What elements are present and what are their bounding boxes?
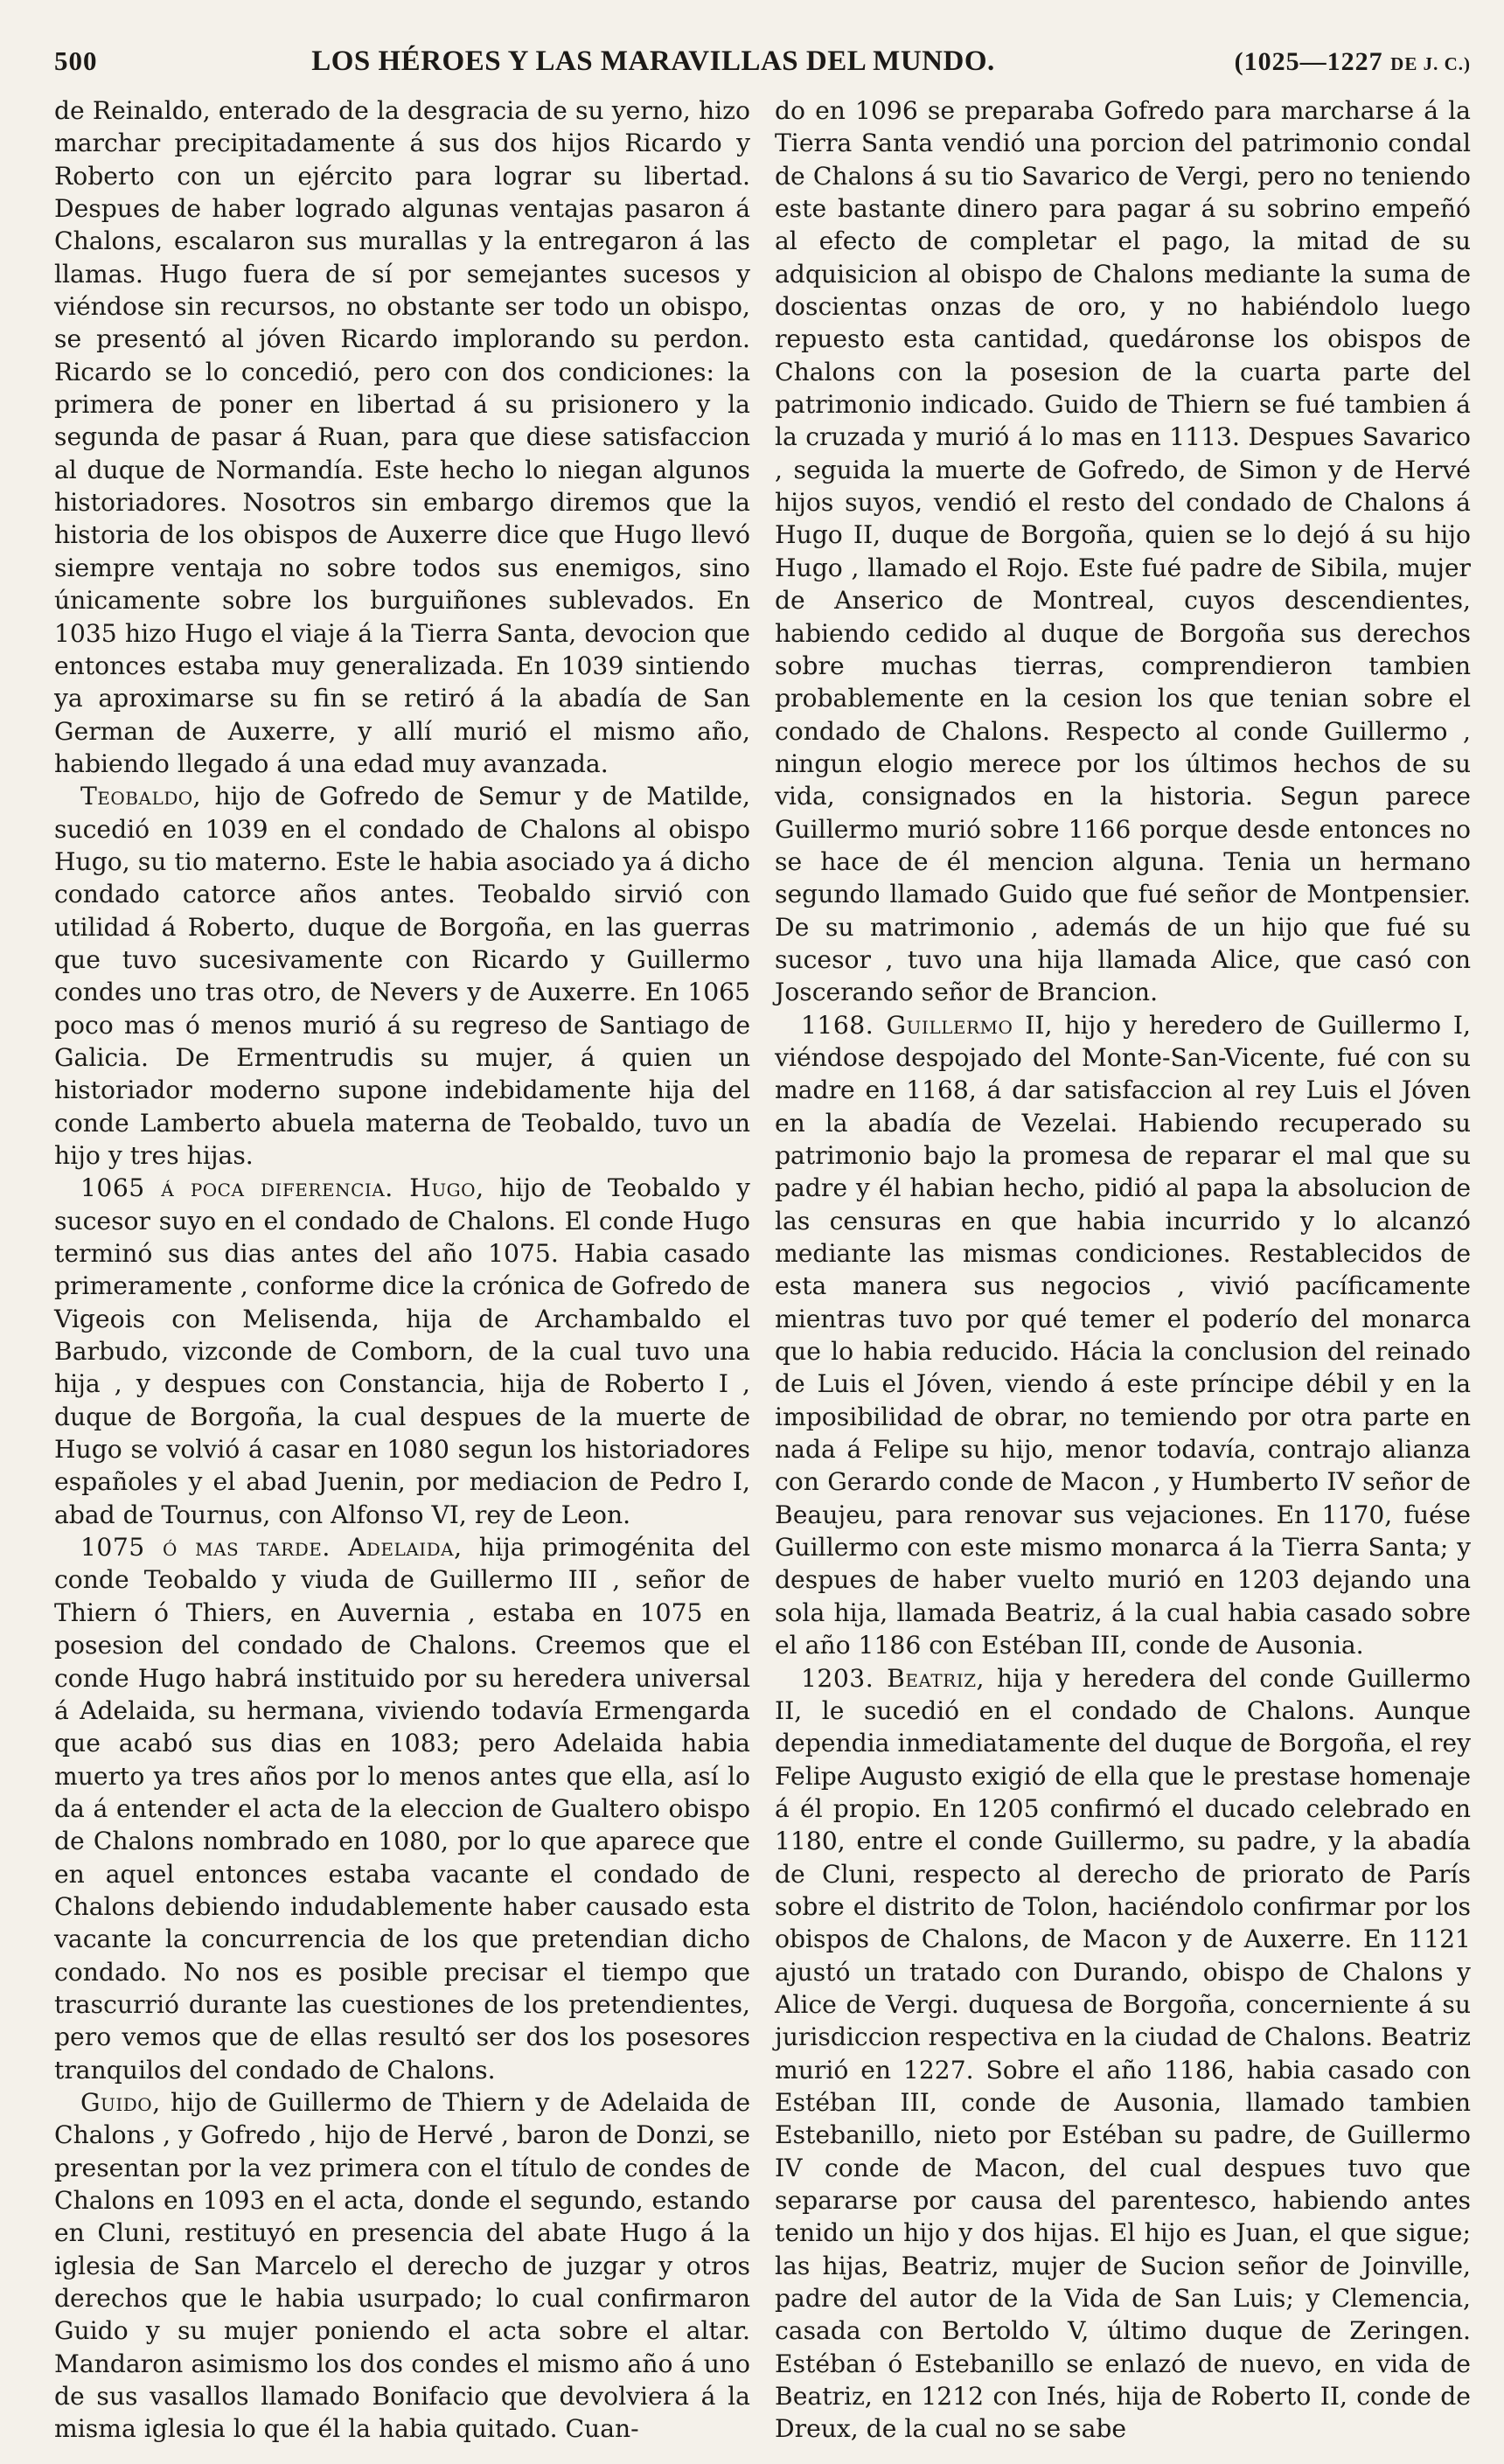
paragraph-text: , hija y heredera del conde Guillermo II, le sucedió en el condado de Chalons. Aunque dependia inmediatamente del duque de Borgoña, el rey Felipe Augusto exigió de ella que le prestase homenaje á él propio. En 1205 confirmó el ducado celebrado en 1180, entre el conde Guillermo, su padre, y la abadía de Cluni, respecto al derecho de priorato de París sobre el distrito de Tolon, haciéndolo confirmar por los obispos de Chalons, de Macon y de Auxerre. En 1121 ajustó un tratado con Durando, obispo de Chalons y Alice de Vergi. duquesa de Borgoña, concerniente á su jurisdiccion respectiva en la ciudad de Chalons. Beatriz murió en 1227. Sobre el año 1186, habia casado con Estéban III, conde de Ausonia, llamado tambien Estebanillo, nieto por Estéban su padre, de Guillermo IV conde de Macon, del cual despues tuvo que separarse por causa del parentesco, habiendo antes tenido un hijo y dos hijas. El hijo es Juan, el que sigue; las hijas, Beatriz, mujer de Sucion señor de Joinville, padre del autor de la Vida de San Luis; y Clemencia, casada con Bertoldo V, último duque de Zeringen. Estéban ó Estebanillo se enlazó de nuevo, en vida de Beatriz, en 1212 con Inés, hija de Roberto II, conde de Dreux, de la cual no se sabe bbox=[775, 1663, 1471, 2444]
paragraph-text: , hijo de Teobaldo y sucesor suyo en el condado de Chalons. El conde Hugo terminó sus dias antes del año 1075. Habia casado primeramente , conforme dice la crónica de Gofredo de Vigeois con Melisenda, hija de Archambaldo el Barbudo, vizconde de Comborn, de la cual tuvo una hija , y despues con Constancia, hija de Roberto I , duque de Borgoña, la cual despues de la muerte de Hugo se volvió á casar en 1080 segun los historiadores españoles y el abad Juenin, por mediacion de Pedro I, abad de Tournus, con Alfonso VI, rey de Leon. bbox=[54, 1173, 750, 1529]
text-columns bbox=[54, 94, 1471, 2446]
paragraph-text: , hijo de Gofredo de Semur y de Matilde, sucedió en 1039 en el condado de Chalons al obispo Hugo, su tio materno. Este le habia asociado ya á dicho condado catorce años antes. Teobaldo sirvió con utilidad á Roberto, duque de Borgoña, en las guerras que tuvo sucesivamente con Ricardo y Guillermo condes uno tras otro, de Nevers y de Auxerre. En 1065 poco mas ó menos murió á su regreso de Santiago de Galicia. De Ermentrudis su mujer, á quien un historiador moderno supone indebidamente hija del conde Lamberto abuela materna de Teobaldo, tuvo un hijo y tres hijas. bbox=[54, 782, 750, 1170]
paragraph bbox=[54, 2086, 750, 2446]
paragraph-text: II, hijo y heredero de Guillermo I, viéndose despojado del Monte-San-Vicente, fué con su madre en 1168, á dar satisfaccion al rey Luis el Jóven en la abadía de Vezelai. Habiendo recuperado su patrimonio bajo la promesa de reparar el mal que su padre y él habian hecho, pidió al papa la absolucion de las censuras en que habia incurrido y lo alcanzó mediante las mismas condiciones. Restablecidos de esta manera sus negocios , vivió pacíficamente mientras tuvo por qué temer el poderío del monarca que lo habia reducido. Hácia la conclusion del reinado de Luis el Jóven, viendo á este príncipe débil y en la imposibilidad de obrar, no temiendo por otra parte en nada á Felipe su hijo, menor todavía, contrajo alianza con Gerardo conde de Macon , y Humberto IV señor de Beaujeu, para renovar sus vejaciones. En 1170, fuése Guillermo con este mismo monarca á la Tierra Santa; y despues de haber vuelto murió en 1203 dejando una sola hija, llamada Beatriz, á la cual habia casado sobre el año 1186 con Estéban III, conde de Ausonia. bbox=[775, 1010, 1471, 1660]
paragraph-lead: 1168. Guillermo bbox=[801, 1010, 1013, 1040]
page-title: LOS HÉROES Y LAS MARAVILLAS DEL MUNDO. bbox=[311, 45, 995, 77]
date-range-suffix: DE J. C.) bbox=[1390, 53, 1471, 74]
paragraph bbox=[54, 94, 750, 780]
paragraph bbox=[775, 1009, 1471, 1662]
paragraph bbox=[54, 780, 750, 1172]
paragraph bbox=[54, 1531, 750, 2086]
paragraph-text: , hija primogénita del conde Teobaldo y viuda de Guillermo III , señor de Thiern ó Thiers, en Auvernia , estaba en 1075 en posesion del condado de Chalons. Creemos que el conde Hugo habrá instituido por su heredera universal á Adelaida, su hermana, viviendo todavía Ermengarda que acabó sus dias en 1083; pero Adelaida habia muerto ya tres años por lo menos antes que ella, así lo da á entender el acta de la eleccion de Gualtero obispo de Chalons nombrado en 1080, por lo que aparece que en aquel entonces estaba vacante el condado de Chalons debiendo indudablemente haber causado esta vacante la concurrencia de los que pretendian dicho condado. No nos es posible precisar el tiempo que trascurrió durante las cuestiones de los pretendientes, pero vemos que de ellas resultó ser dos los posesores tranquilos del condado de Chalons. bbox=[54, 1533, 750, 2085]
paragraph-lead: 1065 á poca diferencia. Hugo bbox=[80, 1173, 477, 1203]
paragraph bbox=[775, 1662, 1471, 2446]
date-range-years: (1025—1227 bbox=[1234, 47, 1383, 76]
paragraph-text: , hijo de Guillermo de Thiern y de Adelaida de Chalons , y Gofredo , hijo de Hervé , baron de Donzi, se presentan por la vez primera con el título de condes de Chalons en 1093 en el acta, donde el segundo, estando en Cluni, restituyó en presencia del abate Hugo á la iglesia de San Marcelo el derecho de juzgar y otros derechos que le habia usurpado; lo cual confirmaron Guido y su mujer poniendo el acta sobre el altar. Mandaron asimismo los dos condes el mismo año á uno de sus vasallos llamado Bonifacio que devolviera á la misma iglesia lo que él la habia quitado. Cuan- bbox=[54, 2087, 750, 2444]
page-number: 500 bbox=[54, 45, 98, 76]
left-column bbox=[54, 94, 750, 2446]
paragraph-lead: Teobaldo bbox=[80, 782, 193, 811]
paragraph-lead: Guido bbox=[80, 2087, 153, 2117]
right-column bbox=[775, 94, 1471, 2446]
date-range bbox=[1156, 47, 1471, 77]
paragraph bbox=[54, 1172, 750, 1531]
paragraph bbox=[775, 94, 1471, 1009]
paragraph-text: do en 1096 se preparaba Gofredo para marcharse á la Tierra Santa vendió una porcion del patrimonio condal de Chalons á su tio Savarico de Vergi, pero no teniendo este bastante dinero para pagar á su sobrino empeñó al efecto de completar el pago, la mitad de su adquisicion al obispo de Chalons mediante la suma de doscientas onzas de oro, y no habiéndolo luego repuesto esta cantidad, quedáronse los obispos de Chalons con la posesion de la cuarta parte del patrimonio indicado. Guido de Thiern se fué tambien á la cruzada y murió á lo mas en 1113. Despues Savarico , seguida la muerte de Gofredo, de Simon y de Hervé hijos suyos, vendió el resto del condado de Chalons á Hugo II, duque de Borgoña, quien se lo dejó á su hijo Hugo , llamado el Rojo. Este fué padre de Sibila, mujer de Anserico de Montreal, cuyos descendientes, habiendo cedido al duque de Borgoña sus derechos sobre muchas tierras, comprendieron tambien probablemente en la cesion los que tenian sobre el condado de Chalons. Respecto al conde Guillermo , ningun elogio merece por los últimos hechos de su vida, consignados en la historia. Segun parece Guillermo murió sobre 1166 porque desde entonces no se hace de él mencion alguna. Tenia un hermano segundo llamado Guido que fué señor de Montpensier. De su matrimonio , además de un hijo que fué su sucesor , tuvo una hija llamada Alice, que casó con Joscerando señor de Brancion. bbox=[775, 96, 1471, 1007]
paragraph-text: de Reinaldo, enterado de la desgracia de su yerno, hizo marchar precipitadamente á sus dos hijos Ricardo y Roberto con un ejército para lograr su libertad. Despues de haber logrado algunas ventajas pasaron á Chalons, escalaron sus murallas y la entregaron á las llamas. Hugo fuera de sí por semejantes sucesos y viéndose sin recursos, no obstante ser todo un obispo, se presentó al jóven Ricardo implorando su perdon. Ricardo se lo concedió, pero con dos condiciones: la primera de poner en libertad á su prisionero y la segunda de pasar á Ruan, para que diese satisfaccion al duque de Normandía. Este hecho lo niegan algunos historiadores. Nosotros sin embargo diremos que la historia de los obispos de Auxerre dice que Hugo llevó siempre ventaja no sobre todos sus enemigos, sino únicamente sobre los burguiñones sublevados. En 1035 hizo Hugo el viaje á la Tierra Santa, devocion que entonces estaba muy generalizada. En 1039 sintiendo ya aproximarse su fin se retiró á la abadía de San German de Auxerre, y allí murió el mismo año, habiendo llegado á una edad muy avanzada. bbox=[54, 96, 750, 778]
paragraph-lead: 1203. Beatriz bbox=[801, 1663, 977, 1693]
running-header bbox=[54, 45, 1471, 87]
paragraph-lead: 1075 ó mas tarde. Adelaida bbox=[80, 1533, 455, 1563]
